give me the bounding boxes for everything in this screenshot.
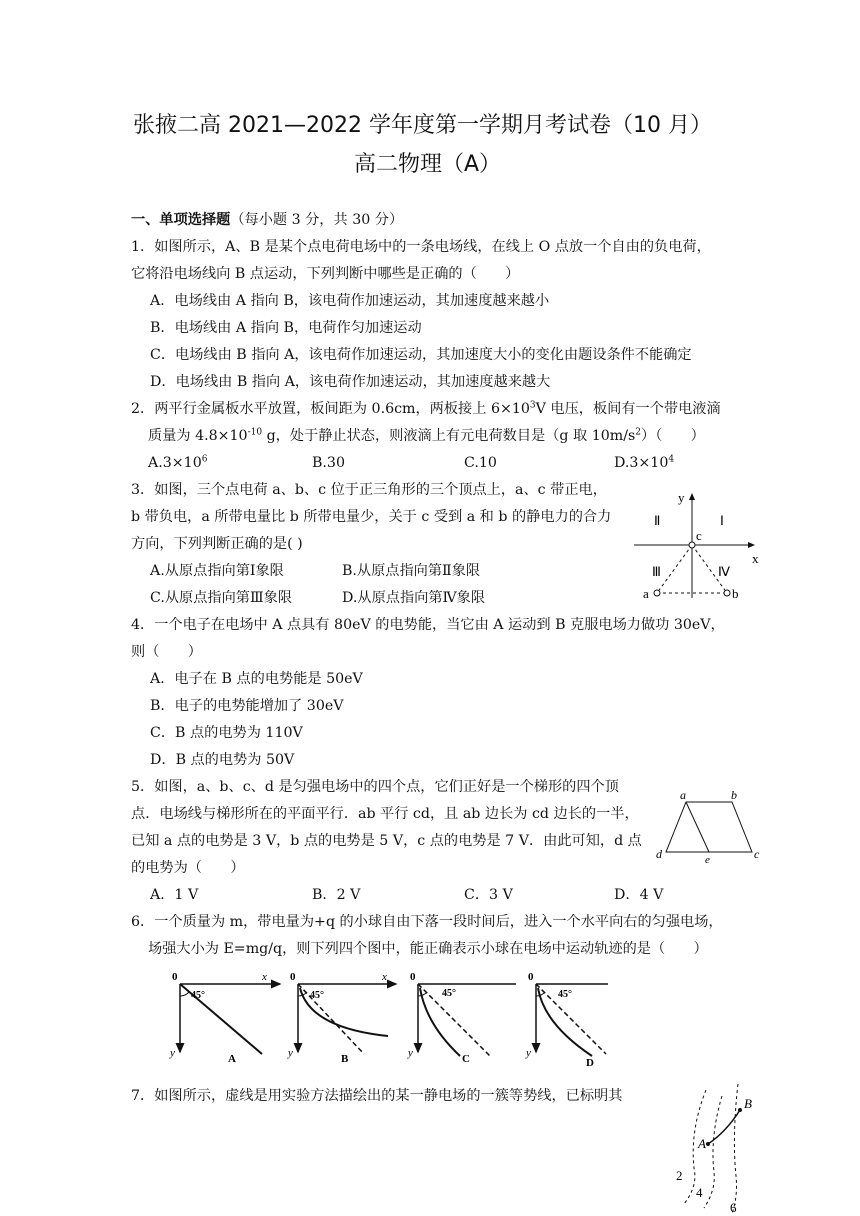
q6-d-label: D	[586, 1057, 594, 1069]
q2-line1-exp: 3	[529, 400, 536, 411]
q4-option-c: C．B 点的电势为 110V	[150, 725, 303, 741]
q6-panel-c	[407, 971, 516, 1065]
q7-point-b	[738, 1108, 742, 1112]
q5-option-b: B．2 V	[312, 887, 361, 903]
q7-point-a	[706, 1142, 710, 1146]
q2-line2-exp: -10	[247, 427, 263, 438]
q5-line4: 的电势为（ ）	[131, 860, 245, 876]
q4-option-a: A．电子在 B 点的电势能是 50eV	[150, 671, 363, 687]
q4-option-b: B．电子的电势能增加了 30eV	[150, 698, 344, 714]
q6-d-y: y	[526, 1047, 531, 1059]
q7-equipotential-6	[732, 1084, 738, 1214]
q6-figures	[160, 966, 620, 1069]
q6-b-origin: 0	[290, 971, 296, 983]
q2-line1-tail: V 电压，板间有一个带电液滴	[535, 401, 721, 417]
q2-option-b: B.30	[312, 455, 345, 471]
q5-line1: 5．如图，a、b、c、d 是匀强电场中的四个点，它们正好是一个梯形的四个顶	[131, 779, 619, 795]
q1-line2: 它将沿电场线向 B 点运动，下列判断中哪些是正确的（ ）	[131, 266, 520, 282]
q2-option-a	[148, 453, 207, 473]
q3-charge-b	[724, 590, 730, 596]
q6-panel-a	[169, 971, 280, 1065]
q5-line3: 已知 a 点的电势是 3 V，b 点的电势是 5 V，c 点的电势是 7 V．由此可知，d 点	[131, 833, 642, 849]
q4-option-d: D．B 点的电势为 50V	[150, 752, 295, 768]
q6-c-origin: 0	[410, 971, 416, 983]
q7-line1: 7．如图所示，虚线是用实验方法描绘出的某一静电场的一簇等势线，已标明其	[131, 1088, 623, 1104]
q7-equipotential-4	[704, 1096, 722, 1208]
q6-line1: 6．一个质量为 m，带电量为+q 的小球自由下落一段时间后，进入一个水平向右的匀强电场，	[131, 914, 723, 930]
q3-label-b: b	[732, 586, 739, 601]
q5-label-d: d	[656, 847, 662, 861]
q6-a-origin: 0	[172, 971, 178, 983]
q5-label-e: e	[705, 854, 710, 866]
q6-a-x: x	[262, 971, 267, 983]
q2-line1-text: 2．两平行金属板水平放置，板间距为 0.6cm，两板接上 6×10	[131, 401, 530, 417]
q6-c-y: y	[408, 1047, 413, 1059]
q5-label-a: a	[680, 788, 686, 802]
q3-quadrant-1: Ⅰ	[720, 513, 724, 528]
q6-b-x: x	[382, 971, 387, 983]
q3-label-y: y	[678, 490, 685, 505]
q6-b-angle: 45°	[310, 990, 324, 1001]
q6-line2: 场强大小为 E=mg/q，则下列四个图中，能正确表示小球在电场中运动轨迹的是（ ）	[148, 941, 708, 957]
q6-a-angle: 45°	[191, 990, 205, 1001]
q6-panel-d	[525, 971, 608, 1069]
q3-label-a: a	[643, 586, 649, 601]
q2-opt-d-exp: 4	[668, 454, 675, 465]
q6-d-origin: 0	[528, 971, 534, 983]
q7-label-a: A	[698, 1136, 706, 1151]
q3-quadrant-3: Ⅲ	[652, 564, 661, 579]
q5-label-b: b	[731, 788, 737, 802]
q3-option-a: A.从原点指向第Ⅰ象限	[150, 563, 284, 579]
q3-line2: b 带负电，a 所带电量比 b 所带电量少，关于 c 受到 a 和 b 的静电力的合力	[131, 509, 612, 525]
q7-label-6: 6	[730, 1200, 737, 1215]
q1-option-a: A．电场线由 A 指向 B，该电荷作加速运动，其加速度越来越小	[150, 293, 550, 309]
q4-line1: 4．一个电子在电场中 A 点具有 80eV 的电势能，当它由 A 运动到 B 克服电场力做功 30eV，	[131, 617, 725, 633]
section-title: 一、单项选择题	[131, 212, 231, 228]
q3-option-d: D.从原点指向第Ⅳ象限	[342, 590, 486, 606]
q3-quadrant-4: Ⅳ	[718, 564, 730, 579]
q7-figure	[660, 1080, 770, 1216]
section-note: （每小题 3 分，共 30 分）	[230, 212, 404, 228]
q6-c-angle: 45°	[442, 988, 456, 999]
q2-opt-d-text: D.3×10	[614, 455, 669, 471]
q5-figure	[652, 788, 770, 866]
q2-line2	[148, 426, 705, 446]
q6-panel-b	[287, 971, 396, 1065]
q6-b-y: y	[288, 1047, 293, 1059]
q5-option-a: A．1 V	[150, 887, 199, 903]
q5-line2: 点．电场线与梯形所在的平面平行．ab 平行 cd，且 ab 边长为 cd 边长的一半，	[131, 806, 639, 822]
q1-option-c: C．电场线由 B 指向 A，该电荷作加速运动，其加速度大小的变化由题设条件不能确定	[150, 347, 692, 363]
q2-line2-tail: ）（ ）	[641, 428, 705, 444]
q3-line3: 方向，下列判断正确的是( )	[131, 536, 303, 552]
q5-option-c: C．3 V	[464, 887, 513, 903]
q6-d-angle: 45°	[558, 989, 572, 1000]
q3-charge-c	[689, 542, 695, 548]
q1-option-b: B．电场线由 A 指向 B，电荷作匀加速运动	[150, 320, 422, 336]
q3-figure	[630, 488, 770, 608]
q6-a-y: y	[170, 1047, 175, 1059]
q3-quadrant-2: Ⅱ	[654, 513, 661, 528]
q1-line1: 1．如图所示，A、B 是某个点电荷电场中的一条电场线，在线上 O 点放一个自由的负电荷，	[131, 239, 711, 255]
exam-title: 张掖二高 2021—2022 学年度第一学期月考试卷（10 月）	[133, 113, 712, 138]
q1-option-d: D．电场线由 B 指向 A，该电荷作加速运动，其加速度越来越大	[150, 374, 551, 390]
q2-opt-a-exp: 6	[201, 454, 208, 465]
q2-line2-mid: g，处于静止状态，则液滴上有元电荷数目是（g 取 10m/s	[262, 428, 636, 444]
section-heading	[131, 210, 403, 230]
q2-opt-a-text: A.3×10	[148, 455, 202, 471]
q6-c-label: C	[462, 1053, 470, 1065]
q3-charge-a	[654, 590, 660, 596]
q5-option-d: D．4 V	[614, 887, 664, 903]
q4-line2: 则（ ）	[131, 644, 202, 660]
q7-label-2: 2	[676, 1168, 683, 1183]
q2-option-d	[614, 453, 674, 473]
q5-trapezoid	[666, 802, 752, 852]
q3-label-c: c	[696, 528, 702, 543]
q3-side-ac	[657, 545, 692, 593]
q3-option-c: C.从原点指向第Ⅲ象限	[150, 590, 293, 606]
q6-b-label: B	[341, 1053, 349, 1065]
exam-subtitle: 高二物理（A）	[354, 152, 502, 177]
q6-a-label: A	[228, 1053, 236, 1065]
q5-label-c: c	[754, 847, 760, 861]
q3-label-x: x	[752, 551, 759, 566]
q3-option-b: B.从原点指向第Ⅱ象限	[342, 563, 481, 579]
q7-label-4: 4	[696, 1185, 703, 1200]
q3-line1: 3．如图，三个点电荷 a、b、c 位于正三角形的三个顶点上，a、c 带正电，	[131, 482, 607, 498]
q2-line1	[131, 399, 721, 419]
q2-line2-text: 质量为 4.8×10	[148, 428, 248, 444]
q2-option-c: C.10	[464, 455, 497, 471]
q7-label-b: B	[744, 1096, 752, 1111]
q5-segment-ae	[686, 802, 709, 852]
q2-line2-exp2: 2	[635, 427, 642, 438]
